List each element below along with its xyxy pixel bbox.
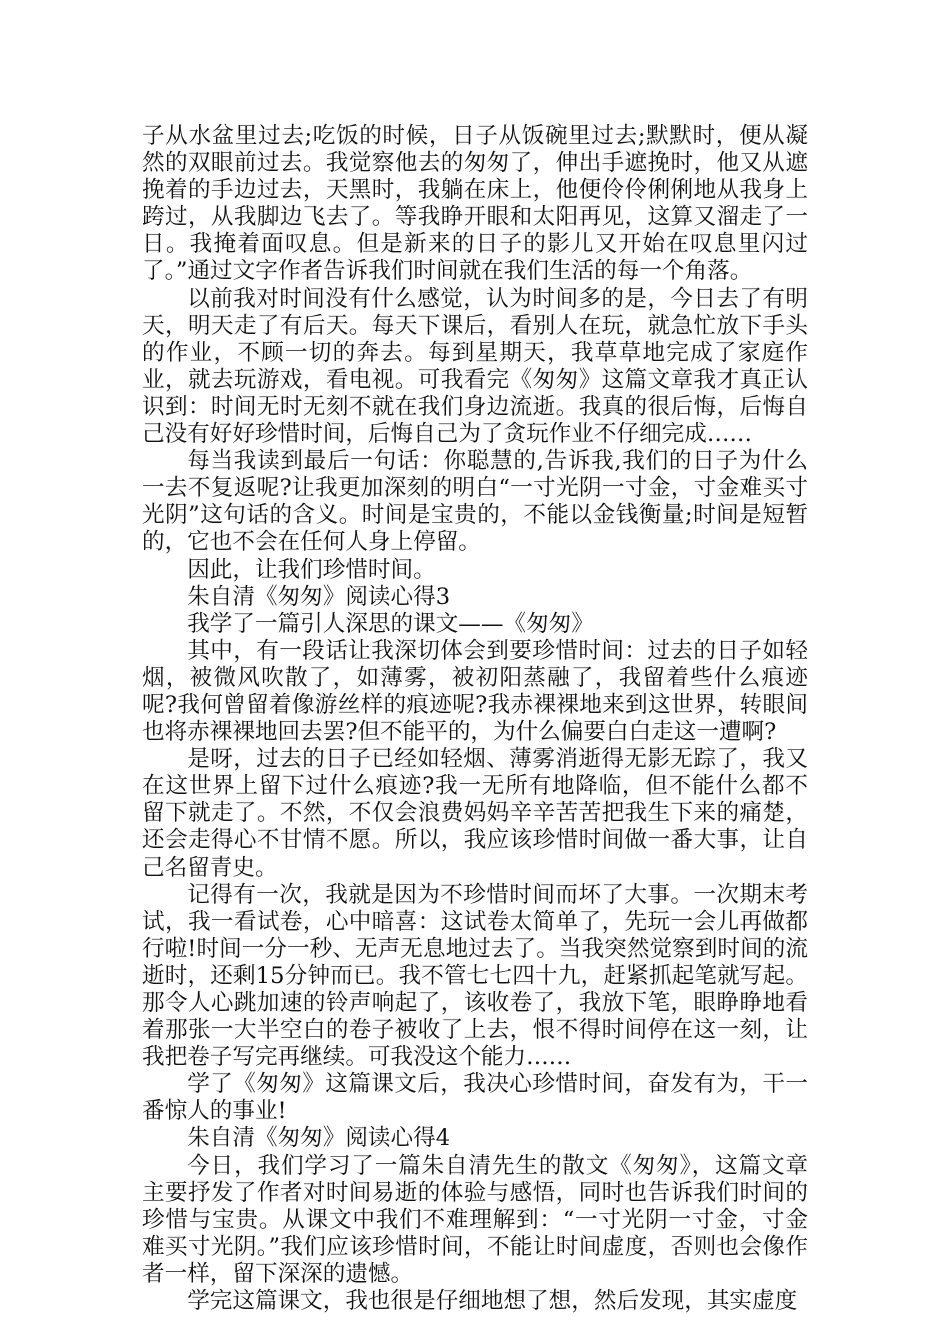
paragraph-3: 每当我读到最后一句话：你聪慧的,告诉我,我们的日子为什么一去不复返呢?让我更加深刻的明白“一寸光阴一寸金，寸金难买寸光阴”这句话的含义。时间是宝贵的，不能以金钱衡量;时间是短暂的，它也不会在任何人身上停留。 — [142, 448, 808, 556]
paragraph-6: 其中，有一段话让我深切体会到要珍惜时间：过去的日子如轻烟，被微风吹散了，如薄雾，被初阳蒸融了，我留着些什么痕迹呢?我何曾留着像游丝样的痕迹呢?我赤裸裸地来到这世界，转眼间也将赤裸裸地回去罢?但不能平的，为什么偏要白白走这一遭啊? — [142, 637, 808, 746]
paragraph-5: 我学了一篇引人深思的课文——《匆匆》 — [187, 610, 594, 637]
document-body — [142, 123, 808, 1315]
paragraph-1: 子从水盆里过去;吃饭的时候，日子从饭碗里过去;默默时，便从凝然的双眼前过去。我觉察他去的匆匆了，伸出手遮挽时，他又从遮挽着的手边过去，天黑时，我躺在床上，他便伶伶俐俐地从我身上跨过，从我脚边飞去了。等我睁开眼和太阳再见，这算又溜走了一日。我掩着面叹息。但是新来的日子的影儿又开始在叹息里闪过了。”通过文字作者告诉我们时间就在我们生活的每一个角落。 — [142, 123, 808, 285]
paragraph-11: 学完这篇课文，我也很是仔细地想了想，然后发现，其实虚度 — [187, 1288, 798, 1315]
paragraph-4: 因此，让我们珍惜时间。 — [187, 556, 436, 583]
paragraph-7: 是呀，过去的日子已经如轻烟、薄雾消逝得无影无踪了，我又在这世界上留下过什么痕迹?我一无所有地降临，但不能什么都不留下就走了。不然，不仅会浪费妈妈辛辛苦苦把我生下来的痛楚，还会走得心不甘情不愿。所以，我应该珍惜时间做一番大事，让自己名留青史。 — [142, 746, 808, 881]
paragraph-2: 以前我对时间没有什么感觉，认为时间多的是，今日去了有明天，明天走了有后天。每天下课后，看别人在玩，就急忙放下手头的作业，不顾一切的奔去。每到星期天，我草草地完成了家庭作业，就去玩游戏，看电视。可我看完《匆匆》这篇文章我才真正认识到：时间无时无刻不就在我们身边流逝。我真的很后悔，后悔自己没有好好珍惜时间，后悔自己为了贪玩作业不仔细完成…… — [142, 285, 808, 448]
paragraph-8: 记得有一次，我就是因为不珍惜时间而坏了大事。一次期末考试，我一看试卷，心中暗喜：这试卷太简单了，先玩一会儿再做都行啦!时间一分一秒、无声无息地过去了。当我突然觉察到时间的流逝时，还剩15分钟而已。我不管七七四十九，赶紧抓起笔就写起。那令人心跳加速的铃声响起了，该收卷了，我放下笔，眼睁睁地看着那张一大半空白的卷子被收了上去，恨不得时间停在这一刻，让我把卷子写完再继续。可我没这个能力…… — [142, 881, 808, 1071]
section-heading-4: 朱自清《匆匆》阅读心得4 — [187, 1125, 451, 1152]
section-heading-3: 朱自清《匆匆》阅读心得3 — [187, 583, 451, 610]
paragraph-9: 学了《匆匆》这篇课文后，我决心珍惜时间，奋发有为，干一番惊人的事业! — [142, 1071, 808, 1125]
paragraph-10: 今日，我们学习了一篇朱自清先生的散文《匆匆》，这篇文章主要抒发了作者对时间易逝的体验与感悟，同时也告诉我们时间的珍惜与宝贵。从课文中我们不难理解到：“一寸光阴一寸金，寸金难买寸光阴。”我们应该珍惜时间，不能让时间虚度，否则也会像作者一样，留下深深的遗憾。 — [142, 1152, 808, 1287]
